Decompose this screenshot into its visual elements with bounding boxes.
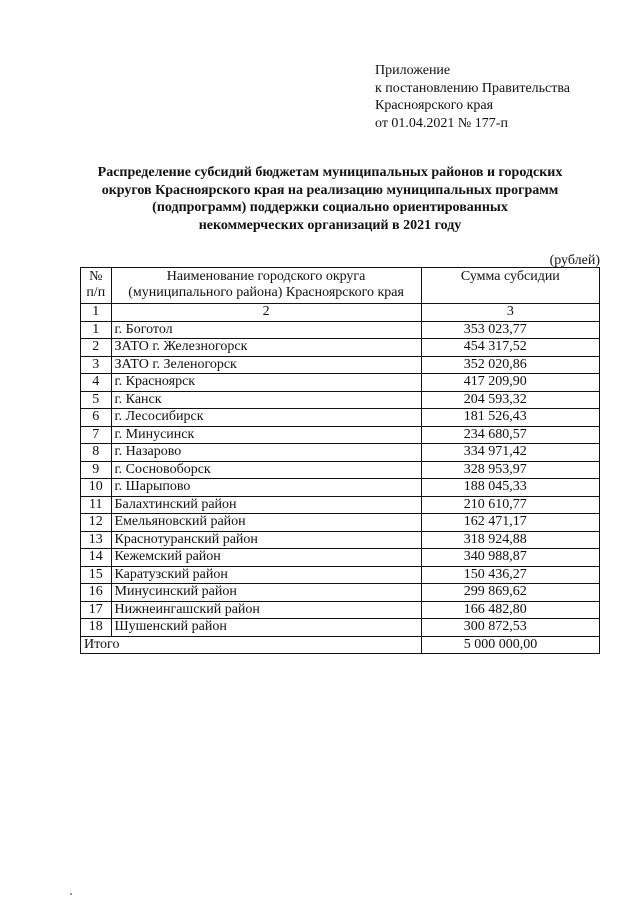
row-number: 9 xyxy=(81,461,112,479)
table-row xyxy=(81,391,600,409)
row-number: 8 xyxy=(81,444,112,462)
row-sum: 204 593,32 xyxy=(421,391,599,409)
row-sum: 328 953,97 xyxy=(421,461,599,479)
row-number: 16 xyxy=(81,584,112,602)
title-line-2: округов Красноярского края на реализацию муниципальных программ xyxy=(101,182,559,198)
row-name: ЗАТО г. Железногорск xyxy=(111,339,421,357)
row-sum: 234 680,57 xyxy=(421,426,599,444)
row-name: Кежемский район xyxy=(111,549,421,567)
row-name: Балахтинский район xyxy=(111,496,421,514)
row-sum: 340 988,87 xyxy=(421,549,599,567)
header-name-line-2: (муниципального района) Красноярского края xyxy=(128,285,404,300)
row-number: 2 xyxy=(81,339,112,357)
row-number: 11 xyxy=(81,496,112,514)
row-name: Краснотуранский район xyxy=(111,531,421,549)
row-name: Минусинский район xyxy=(111,584,421,602)
header-num xyxy=(81,268,112,304)
appendix-line-2: к постановлению Правительства xyxy=(375,80,571,96)
row-number: 15 xyxy=(81,566,112,584)
title-line-4: некоммерческих организаций в 2021 году xyxy=(198,217,462,233)
column-index-1: 1 xyxy=(81,304,112,322)
row-name: г. Назарово xyxy=(111,444,421,462)
row-sum: 334 971,42 xyxy=(421,444,599,462)
row-sum: 300 872,53 xyxy=(421,619,599,637)
row-number: 1 xyxy=(81,321,112,339)
table-row xyxy=(81,374,600,392)
row-sum: 353 023,77 xyxy=(421,321,599,339)
header-num-line-2: п/п xyxy=(86,285,106,300)
row-sum: 210 610,77 xyxy=(421,496,599,514)
table-row xyxy=(81,514,600,532)
appendix-line-3: Красноярского края xyxy=(375,98,494,113)
header-name xyxy=(111,268,421,304)
appendix-line-4: от 01.04.2021 № 177-п xyxy=(375,115,508,131)
row-sum: 318 924,88 xyxy=(421,531,599,549)
row-name: г. Канск xyxy=(111,391,421,409)
total-label: Итого xyxy=(81,636,422,654)
table-row xyxy=(81,339,600,357)
title-line-1: Распределение субсидий бюджетам муниципальных районов и городских xyxy=(97,165,563,180)
table-row xyxy=(81,409,600,427)
subsidy-table xyxy=(80,267,600,654)
header-sum: Сумма субсидии xyxy=(421,268,599,304)
row-sum: 150 436,27 xyxy=(421,566,599,584)
row-sum: 188 045,33 xyxy=(421,479,599,497)
row-number: 3 xyxy=(81,356,112,374)
row-name: г. Лесосибирск xyxy=(111,409,421,427)
row-name: г. Боготол xyxy=(111,321,421,339)
table-row xyxy=(81,619,600,637)
title-line-3: (подпрограмм) поддержки социально ориентированных xyxy=(152,200,508,215)
row-sum: 299 869,62 xyxy=(421,584,599,602)
row-number: 17 xyxy=(81,601,112,619)
row-name: Шушенский район xyxy=(111,619,421,637)
appendix-line-1: Приложение xyxy=(375,63,451,78)
table-row xyxy=(81,549,600,567)
table-row xyxy=(81,496,600,514)
table-row xyxy=(81,356,600,374)
row-number: 10 xyxy=(81,479,112,497)
row-number: 13 xyxy=(81,531,112,549)
row-number: 5 xyxy=(81,391,112,409)
unit-label: (рублей) xyxy=(549,253,600,268)
subsidy-table-body xyxy=(81,268,600,654)
column-index-row xyxy=(81,304,600,322)
row-name: Нижнеингашский район xyxy=(111,601,421,619)
row-sum: 162 471,17 xyxy=(421,514,599,532)
header-name-line-1: Наименование городского округа xyxy=(166,269,366,284)
table-row xyxy=(81,321,600,339)
table-row xyxy=(81,531,600,549)
row-number: 14 xyxy=(81,549,112,567)
table-row xyxy=(81,426,600,444)
row-sum: 417 209,90 xyxy=(421,374,599,392)
document-title xyxy=(70,164,590,234)
row-sum: 166 482,80 xyxy=(421,601,599,619)
table-row xyxy=(81,566,600,584)
table-total-row xyxy=(81,636,600,654)
row-name: ЗАТО г. Зеленогорск xyxy=(111,356,421,374)
column-index-3: 3 xyxy=(421,304,599,322)
row-name: Емельяновский район xyxy=(111,514,421,532)
row-number: 18 xyxy=(81,619,112,637)
table-header-row xyxy=(81,268,600,304)
column-index-2: 2 xyxy=(111,304,421,322)
row-sum: 181 526,43 xyxy=(421,409,599,427)
row-name: г. Сосновоборск xyxy=(111,461,421,479)
row-sum: 454 317,52 xyxy=(421,339,599,357)
row-sum: 352 020,86 xyxy=(421,356,599,374)
row-name: г. Красноярск xyxy=(111,374,421,392)
table-row xyxy=(81,479,600,497)
table-row xyxy=(81,444,600,462)
row-name: г. Шарыпово xyxy=(111,479,421,497)
row-number: 7 xyxy=(81,426,112,444)
row-number: 12 xyxy=(81,514,112,532)
row-number: 6 xyxy=(81,409,112,427)
table-row xyxy=(81,461,600,479)
appendix-block xyxy=(375,62,570,132)
table-row xyxy=(81,584,600,602)
table-row xyxy=(81,601,600,619)
row-number: 4 xyxy=(81,374,112,392)
header-num-line-1: № xyxy=(89,269,103,284)
scan-speck xyxy=(70,893,72,895)
row-name: Каратузский район xyxy=(111,566,421,584)
row-name: г. Минусинск xyxy=(111,426,421,444)
total-sum: 5 000 000,00 xyxy=(421,636,599,654)
